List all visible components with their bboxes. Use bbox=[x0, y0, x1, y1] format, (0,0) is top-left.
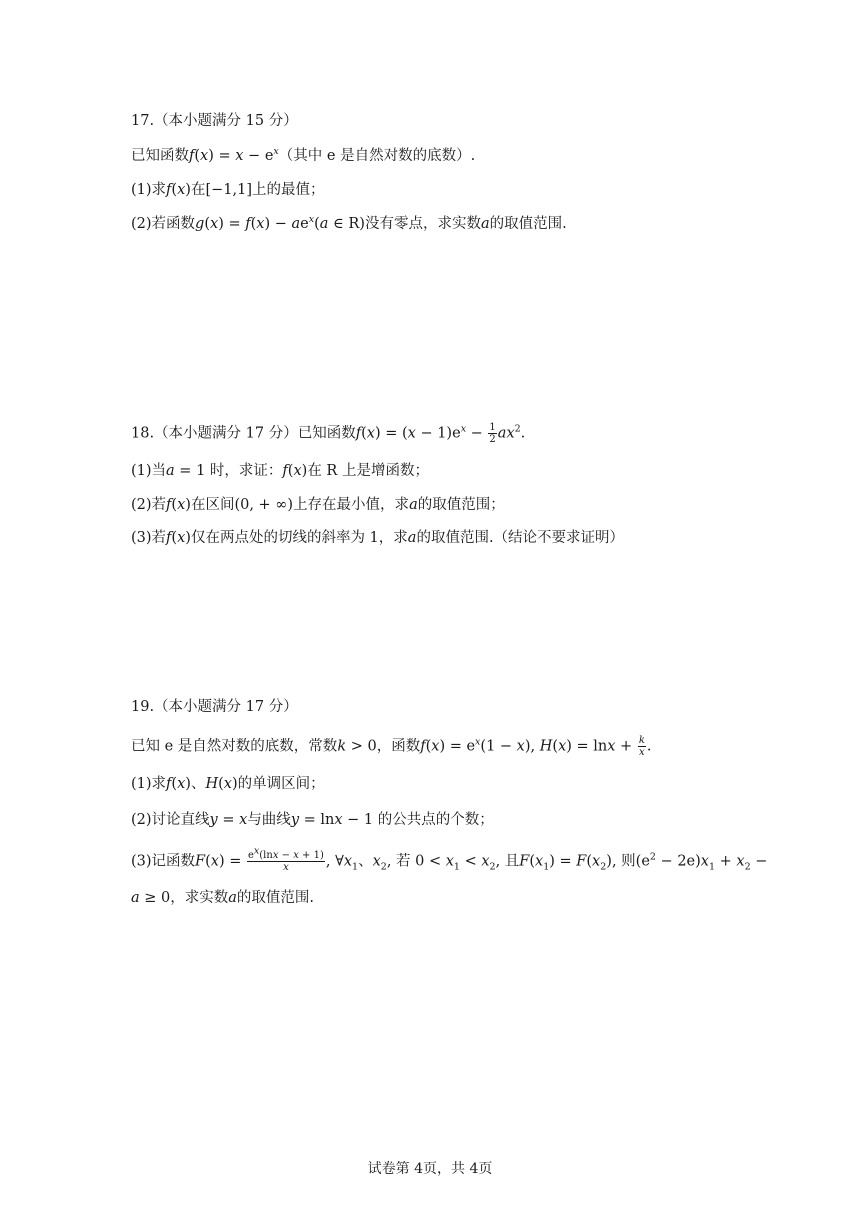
q19-part2: (2)讨论直线y = x与曲线y = lnx − 1 的公共点的个数； bbox=[131, 812, 494, 828]
q17-header: 17.（本小题满分 15 分） bbox=[131, 113, 298, 129]
formula: f bbox=[189, 148, 195, 164]
q19-stem: 已知 e 是自然对数的底数，常数k > 0，函数$f(x) = e^x(1 - x)$, H(x) = lnx + $\frac{k}{x}$ . bbox=[131, 735, 652, 758]
q17-part2: (2)若函数$g(x) = f(x) - ae^x(a$ ∈ R)没有零点，求实数a的取值范围. bbox=[131, 214, 567, 232]
fraction-k-over-x: $\frac{k}{x}$ bbox=[638, 735, 645, 758]
q19-part3-cont: a ≥ 0，求实数a的取值范围. bbox=[131, 890, 315, 906]
q19-part1: (1)求f(x)、H(x)的单调区间； bbox=[131, 776, 325, 792]
page-footer: 试卷第 4页，共 4页 bbox=[367, 1161, 493, 1177]
q18-part2: (2)若f(x)在区间(0, + ∞)上存在最小值，求a的取值范围； bbox=[131, 497, 505, 513]
q17-part1: (1)求f(x)在[−1,1]上的最值； bbox=[131, 182, 325, 198]
q19-header: 19.（本小题满分 17 分） bbox=[131, 699, 298, 715]
q18-header: 18.（本小题满分 17 分）已知函数$f(x) = (x - 1)e^x$ − $\frac{1}{2}$ $ax^2$. bbox=[131, 422, 526, 445]
q17-stem: 已知函数$f(x) = x - e^x$（其中 e 是自然对数的底数）. bbox=[131, 146, 476, 164]
q18-part1: (1)当a = 1 时，求证：f(x)在 R 上是增函数； bbox=[131, 463, 429, 479]
q18-part3: (3)若f(x)仅在两点处的切线的斜率为 1，求a的取值范围.（结论不要求证明） bbox=[131, 530, 625, 546]
fraction-F-definition: $\frac{e^x(\ln x - x + 1)}{x}$ bbox=[248, 845, 324, 873]
fraction-one-half: $\frac{1}{2}$ bbox=[489, 422, 496, 445]
q19-part3: (3)记函数F(x) = $\frac{e^x(\ln x - x + 1)}{x}$ , $\forall x_1$、$x_2$, 若 $0 < x_1 < x_2$, 且$F(x_1) = F(x_2)$, 则$(e^2 - 2e)x_1 + x_2$ − bbox=[131, 845, 768, 873]
